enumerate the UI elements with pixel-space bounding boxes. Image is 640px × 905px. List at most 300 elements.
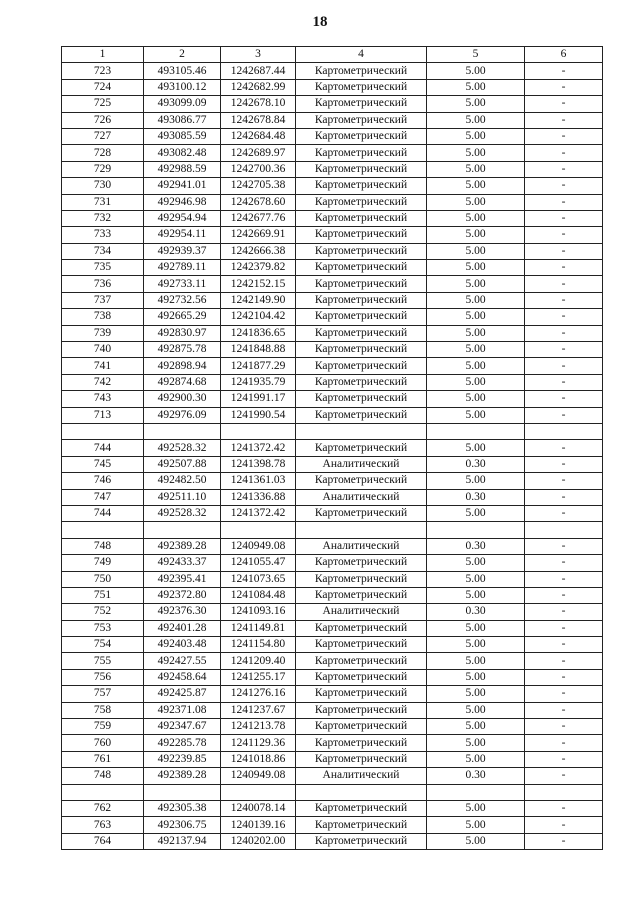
y-coordinate-cell: 1240202.00	[221, 833, 296, 849]
y-coordinate-cell	[221, 784, 296, 800]
column-header-2: 2	[144, 47, 221, 63]
method-cell: Картометрический	[296, 374, 427, 390]
accuracy-cell: 5.00	[427, 96, 525, 112]
accuracy-cell: 5.00	[427, 620, 525, 636]
y-coordinate-cell: 1241209.40	[221, 653, 296, 669]
accuracy-cell: 0.30	[427, 768, 525, 784]
table-row	[62, 391, 603, 407]
note-cell: -	[525, 669, 603, 685]
point-number-cell: 725	[62, 96, 144, 112]
x-coordinate-cell: 492954.11	[144, 227, 221, 243]
x-coordinate-cell: 492389.28	[144, 768, 221, 784]
accuracy-cell: 5.00	[427, 555, 525, 571]
x-coordinate-cell: 492941.01	[144, 178, 221, 194]
column-header-6: 6	[525, 47, 603, 63]
note-cell: -	[525, 358, 603, 374]
point-number-cell: 739	[62, 325, 144, 341]
point-number-cell: 735	[62, 260, 144, 276]
y-coordinate-cell: 1240078.14	[221, 800, 296, 816]
note-cell: -	[525, 145, 603, 161]
point-number-cell: 728	[62, 145, 144, 161]
note-cell: -	[525, 817, 603, 833]
point-number-cell: 753	[62, 620, 144, 636]
x-coordinate-cell: 492830.97	[144, 325, 221, 341]
point-number-cell	[62, 784, 144, 800]
point-number-cell: 748	[62, 538, 144, 554]
method-cell: Картометрический	[296, 686, 427, 702]
y-coordinate-cell: 1242682.99	[221, 79, 296, 95]
accuracy-cell: 5.00	[427, 391, 525, 407]
table-row	[62, 768, 603, 784]
note-cell: -	[525, 440, 603, 456]
x-coordinate-cell: 493099.09	[144, 96, 221, 112]
y-coordinate-cell: 1241213.78	[221, 719, 296, 735]
table-row	[62, 800, 603, 816]
method-cell: Картометрический	[296, 79, 427, 95]
note-cell: -	[525, 751, 603, 767]
point-number-cell: 754	[62, 637, 144, 653]
table-row	[62, 719, 603, 735]
note-cell: -	[525, 637, 603, 653]
y-coordinate-cell: 1241237.67	[221, 702, 296, 718]
y-coordinate-cell: 1241129.36	[221, 735, 296, 751]
table-row	[62, 833, 603, 849]
table-row	[62, 637, 603, 653]
x-coordinate-cell: 492900.30	[144, 391, 221, 407]
method-cell: Картометрический	[296, 702, 427, 718]
note-cell: -	[525, 800, 603, 816]
point-number-cell: 749	[62, 555, 144, 571]
x-coordinate-cell	[144, 522, 221, 538]
x-coordinate-cell	[144, 423, 221, 439]
method-cell: Картометрический	[296, 309, 427, 325]
table-row	[62, 96, 603, 112]
y-coordinate-cell: 1241398.78	[221, 456, 296, 472]
y-coordinate-cell: 1242687.44	[221, 63, 296, 79]
note-cell: -	[525, 604, 603, 620]
method-cell: Картометрический	[296, 178, 427, 194]
note-cell: -	[525, 227, 603, 243]
accuracy-cell: 0.30	[427, 489, 525, 505]
x-coordinate-cell: 492403.48	[144, 637, 221, 653]
point-number-cell: 747	[62, 489, 144, 505]
accuracy-cell: 0.30	[427, 538, 525, 554]
y-coordinate-cell: 1240949.08	[221, 538, 296, 554]
accuracy-cell: 5.00	[427, 194, 525, 210]
y-coordinate-cell: 1241848.88	[221, 342, 296, 358]
note-cell: -	[525, 571, 603, 587]
x-coordinate-cell: 492425.87	[144, 686, 221, 702]
table-header	[62, 47, 603, 63]
y-coordinate-cell: 1242104.42	[221, 309, 296, 325]
x-coordinate-cell: 492347.67	[144, 719, 221, 735]
accuracy-cell: 5.00	[427, 719, 525, 735]
table-row	[62, 178, 603, 194]
accuracy-cell: 5.00	[427, 637, 525, 653]
note-cell: -	[525, 653, 603, 669]
y-coordinate-cell: 1241084.48	[221, 587, 296, 603]
method-cell: Аналитический	[296, 538, 427, 554]
method-cell: Аналитический	[296, 489, 427, 505]
x-coordinate-cell: 492789.11	[144, 260, 221, 276]
table-row	[62, 112, 603, 128]
point-number-cell: 736	[62, 276, 144, 292]
x-coordinate-cell: 492732.56	[144, 292, 221, 308]
note-cell: -	[525, 587, 603, 603]
accuracy-cell: 5.00	[427, 686, 525, 702]
method-cell: Картометрический	[296, 276, 427, 292]
y-coordinate-cell: 1242149.90	[221, 292, 296, 308]
point-number-cell: 740	[62, 342, 144, 358]
note-cell: -	[525, 374, 603, 390]
y-coordinate-cell: 1242152.15	[221, 276, 296, 292]
method-cell: Картометрический	[296, 112, 427, 128]
point-number-cell: 759	[62, 719, 144, 735]
accuracy-cell: 5.00	[427, 342, 525, 358]
y-coordinate-cell: 1241055.47	[221, 555, 296, 571]
accuracy-cell: 0.30	[427, 456, 525, 472]
method-cell: Картометрический	[296, 571, 427, 587]
x-coordinate-cell: 492939.37	[144, 243, 221, 259]
point-number-cell: 741	[62, 358, 144, 374]
table-row	[62, 423, 603, 439]
note-cell	[525, 784, 603, 800]
x-coordinate-cell: 492898.94	[144, 358, 221, 374]
x-coordinate-cell: 492305.38	[144, 800, 221, 816]
method-cell: Картометрический	[296, 555, 427, 571]
method-cell	[296, 784, 427, 800]
point-number-cell: 744	[62, 440, 144, 456]
accuracy-cell: 5.00	[427, 751, 525, 767]
note-cell: -	[525, 686, 603, 702]
note-cell: -	[525, 292, 603, 308]
method-cell: Картометрический	[296, 161, 427, 177]
x-coordinate-cell: 492401.28	[144, 620, 221, 636]
y-coordinate-cell: 1242666.38	[221, 243, 296, 259]
page-number: 18	[312, 14, 328, 30]
table-row	[62, 604, 603, 620]
note-cell: -	[525, 309, 603, 325]
note-cell: -	[525, 112, 603, 128]
y-coordinate-cell: 1241372.42	[221, 505, 296, 521]
method-cell: Картометрический	[296, 292, 427, 308]
header-row	[62, 47, 603, 63]
point-number-cell: 748	[62, 768, 144, 784]
point-number-cell: 745	[62, 456, 144, 472]
accuracy-cell: 5.00	[427, 309, 525, 325]
y-coordinate-cell	[221, 522, 296, 538]
note-cell: -	[525, 325, 603, 341]
y-coordinate-cell: 1241073.65	[221, 571, 296, 587]
point-number-cell	[62, 423, 144, 439]
y-coordinate-cell: 1241255.17	[221, 669, 296, 685]
point-number-cell: 763	[62, 817, 144, 833]
table-row	[62, 735, 603, 751]
x-coordinate-cell: 493100.12	[144, 79, 221, 95]
x-coordinate-cell: 492306.75	[144, 817, 221, 833]
x-coordinate-cell	[144, 784, 221, 800]
y-coordinate-cell: 1241018.86	[221, 751, 296, 767]
table-row	[62, 309, 603, 325]
method-cell: Аналитический	[296, 456, 427, 472]
table-row	[62, 292, 603, 308]
note-cell: -	[525, 96, 603, 112]
x-coordinate-cell: 492511.10	[144, 489, 221, 505]
method-cell	[296, 423, 427, 439]
accuracy-cell: 5.00	[427, 161, 525, 177]
accuracy-cell: 5.00	[427, 817, 525, 833]
table-row	[62, 653, 603, 669]
table-row	[62, 686, 603, 702]
accuracy-cell	[427, 423, 525, 439]
table-row	[62, 358, 603, 374]
accuracy-cell: 5.00	[427, 210, 525, 226]
x-coordinate-cell: 492376.30	[144, 604, 221, 620]
x-coordinate-cell: 493082.48	[144, 145, 221, 161]
table-row	[62, 456, 603, 472]
point-number-cell: 760	[62, 735, 144, 751]
note-cell: -	[525, 276, 603, 292]
table-row	[62, 817, 603, 833]
table-row	[62, 555, 603, 571]
y-coordinate-cell: 1241336.88	[221, 489, 296, 505]
note-cell: -	[525, 178, 603, 194]
x-coordinate-cell: 492665.29	[144, 309, 221, 325]
accuracy-cell: 5.00	[427, 702, 525, 718]
x-coordinate-cell: 492285.78	[144, 735, 221, 751]
table-row	[62, 538, 603, 554]
method-cell: Картометрический	[296, 210, 427, 226]
y-coordinate-cell: 1242677.76	[221, 210, 296, 226]
y-coordinate-cell: 1241361.03	[221, 473, 296, 489]
x-coordinate-cell: 492988.59	[144, 161, 221, 177]
method-cell: Картометрический	[296, 194, 427, 210]
y-coordinate-cell: 1242684.48	[221, 128, 296, 144]
table-row	[62, 243, 603, 259]
point-number-cell: 733	[62, 227, 144, 243]
x-coordinate-cell: 492137.94	[144, 833, 221, 849]
x-coordinate-cell: 492507.88	[144, 456, 221, 472]
coordinates-table	[61, 46, 603, 850]
note-cell: -	[525, 407, 603, 423]
x-coordinate-cell: 493085.59	[144, 128, 221, 144]
table-row	[62, 522, 603, 538]
method-cell: Картометрический	[296, 637, 427, 653]
point-number-cell: 737	[62, 292, 144, 308]
y-coordinate-cell: 1241877.29	[221, 358, 296, 374]
x-coordinate-cell: 492371.08	[144, 702, 221, 718]
accuracy-cell: 5.00	[427, 833, 525, 849]
table-row	[62, 374, 603, 390]
y-coordinate-cell: 1242678.84	[221, 112, 296, 128]
column-header-1: 1	[62, 47, 144, 63]
column-header-3: 3	[221, 47, 296, 63]
note-cell: -	[525, 391, 603, 407]
point-number-cell: 751	[62, 587, 144, 603]
point-number-cell: 762	[62, 800, 144, 816]
table-row	[62, 571, 603, 587]
method-cell: Картометрический	[296, 63, 427, 79]
x-coordinate-cell: 492874.68	[144, 374, 221, 390]
accuracy-cell: 5.00	[427, 243, 525, 259]
accuracy-cell: 0.30	[427, 604, 525, 620]
x-coordinate-cell: 492976.09	[144, 407, 221, 423]
table-row	[62, 407, 603, 423]
y-coordinate-cell: 1240949.08	[221, 768, 296, 784]
x-coordinate-cell: 492239.85	[144, 751, 221, 767]
note-cell	[525, 522, 603, 538]
method-cell: Картометрический	[296, 440, 427, 456]
accuracy-cell: 5.00	[427, 735, 525, 751]
method-cell: Картометрический	[296, 751, 427, 767]
point-number-cell: 713	[62, 407, 144, 423]
table-row	[62, 620, 603, 636]
point-number-cell: 732	[62, 210, 144, 226]
point-number-cell: 742	[62, 374, 144, 390]
accuracy-cell: 5.00	[427, 145, 525, 161]
point-number-cell: 756	[62, 669, 144, 685]
accuracy-cell: 5.00	[427, 653, 525, 669]
y-coordinate-cell: 1242689.97	[221, 145, 296, 161]
table-row	[62, 227, 603, 243]
accuracy-cell: 5.00	[427, 260, 525, 276]
method-cell: Картометрический	[296, 243, 427, 259]
point-number-cell: 746	[62, 473, 144, 489]
method-cell: Картометрический	[296, 391, 427, 407]
x-coordinate-cell: 492875.78	[144, 342, 221, 358]
y-coordinate-cell: 1242669.91	[221, 227, 296, 243]
method-cell: Картометрический	[296, 719, 427, 735]
table-row	[62, 505, 603, 521]
accuracy-cell: 5.00	[427, 112, 525, 128]
point-number-cell: 764	[62, 833, 144, 849]
method-cell: Картометрический	[296, 505, 427, 521]
note-cell: -	[525, 210, 603, 226]
note-cell: -	[525, 243, 603, 259]
table-row	[62, 702, 603, 718]
table-row	[62, 587, 603, 603]
note-cell: -	[525, 161, 603, 177]
method-cell: Картометрический	[296, 260, 427, 276]
accuracy-cell: 5.00	[427, 571, 525, 587]
method-cell: Картометрический	[296, 653, 427, 669]
table-row	[62, 63, 603, 79]
method-cell: Картометрический	[296, 669, 427, 685]
note-cell	[525, 423, 603, 439]
y-coordinate-cell: 1241276.16	[221, 686, 296, 702]
method-cell: Картометрический	[296, 342, 427, 358]
column-header-4: 4	[296, 47, 427, 63]
table-row	[62, 325, 603, 341]
point-number-cell: 755	[62, 653, 144, 669]
point-number-cell: 731	[62, 194, 144, 210]
y-coordinate-cell	[221, 423, 296, 439]
y-coordinate-cell: 1242379.82	[221, 260, 296, 276]
y-coordinate-cell: 1241991.17	[221, 391, 296, 407]
x-coordinate-cell: 492389.28	[144, 538, 221, 554]
accuracy-cell: 5.00	[427, 505, 525, 521]
method-cell: Картометрический	[296, 473, 427, 489]
table-row	[62, 751, 603, 767]
accuracy-cell: 5.00	[427, 473, 525, 489]
accuracy-cell: 5.00	[427, 178, 525, 194]
y-coordinate-cell: 1242705.38	[221, 178, 296, 194]
x-coordinate-cell: 493086.77	[144, 112, 221, 128]
note-cell: -	[525, 194, 603, 210]
x-coordinate-cell: 492954.94	[144, 210, 221, 226]
method-cell: Картометрический	[296, 96, 427, 112]
y-coordinate-cell: 1242678.60	[221, 194, 296, 210]
y-coordinate-cell: 1242700.36	[221, 161, 296, 177]
table-row	[62, 260, 603, 276]
note-cell: -	[525, 260, 603, 276]
note-cell: -	[525, 456, 603, 472]
point-number-cell: 726	[62, 112, 144, 128]
x-coordinate-cell: 492528.32	[144, 505, 221, 521]
method-cell: Картометрический	[296, 800, 427, 816]
point-number-cell: 724	[62, 79, 144, 95]
point-number-cell: 729	[62, 161, 144, 177]
note-cell: -	[525, 128, 603, 144]
method-cell: Картометрический	[296, 358, 427, 374]
accuracy-cell	[427, 784, 525, 800]
note-cell: -	[525, 735, 603, 751]
x-coordinate-cell: 492372.80	[144, 587, 221, 603]
accuracy-cell: 5.00	[427, 276, 525, 292]
accuracy-cell: 5.00	[427, 292, 525, 308]
column-header-5: 5	[427, 47, 525, 63]
x-coordinate-cell: 492427.55	[144, 653, 221, 669]
point-number-cell: 758	[62, 702, 144, 718]
accuracy-cell: 5.00	[427, 63, 525, 79]
accuracy-cell: 5.00	[427, 440, 525, 456]
note-cell: -	[525, 538, 603, 554]
point-number-cell: 757	[62, 686, 144, 702]
table-row	[62, 128, 603, 144]
table-row	[62, 473, 603, 489]
method-cell: Картометрический	[296, 620, 427, 636]
note-cell: -	[525, 833, 603, 849]
y-coordinate-cell: 1240139.16	[221, 817, 296, 833]
table-row	[62, 669, 603, 685]
y-coordinate-cell: 1241372.42	[221, 440, 296, 456]
table-row	[62, 440, 603, 456]
method-cell: Картометрический	[296, 325, 427, 341]
accuracy-cell: 5.00	[427, 669, 525, 685]
point-number-cell: 738	[62, 309, 144, 325]
method-cell: Картометрический	[296, 833, 427, 849]
note-cell: -	[525, 768, 603, 784]
point-number-cell: 727	[62, 128, 144, 144]
table-row	[62, 342, 603, 358]
y-coordinate-cell: 1241935.79	[221, 374, 296, 390]
point-number-cell: 750	[62, 571, 144, 587]
method-cell: Картометрический	[296, 817, 427, 833]
table-row	[62, 276, 603, 292]
y-coordinate-cell: 1241149.81	[221, 620, 296, 636]
x-coordinate-cell: 492482.50	[144, 473, 221, 489]
method-cell: Картометрический	[296, 128, 427, 144]
y-coordinate-cell: 1241836.65	[221, 325, 296, 341]
method-cell: Картометрический	[296, 145, 427, 161]
point-number-cell: 723	[62, 63, 144, 79]
y-coordinate-cell: 1241093.16	[221, 604, 296, 620]
note-cell: -	[525, 489, 603, 505]
note-cell: -	[525, 342, 603, 358]
note-cell: -	[525, 702, 603, 718]
accuracy-cell: 5.00	[427, 227, 525, 243]
point-number-cell: 730	[62, 178, 144, 194]
